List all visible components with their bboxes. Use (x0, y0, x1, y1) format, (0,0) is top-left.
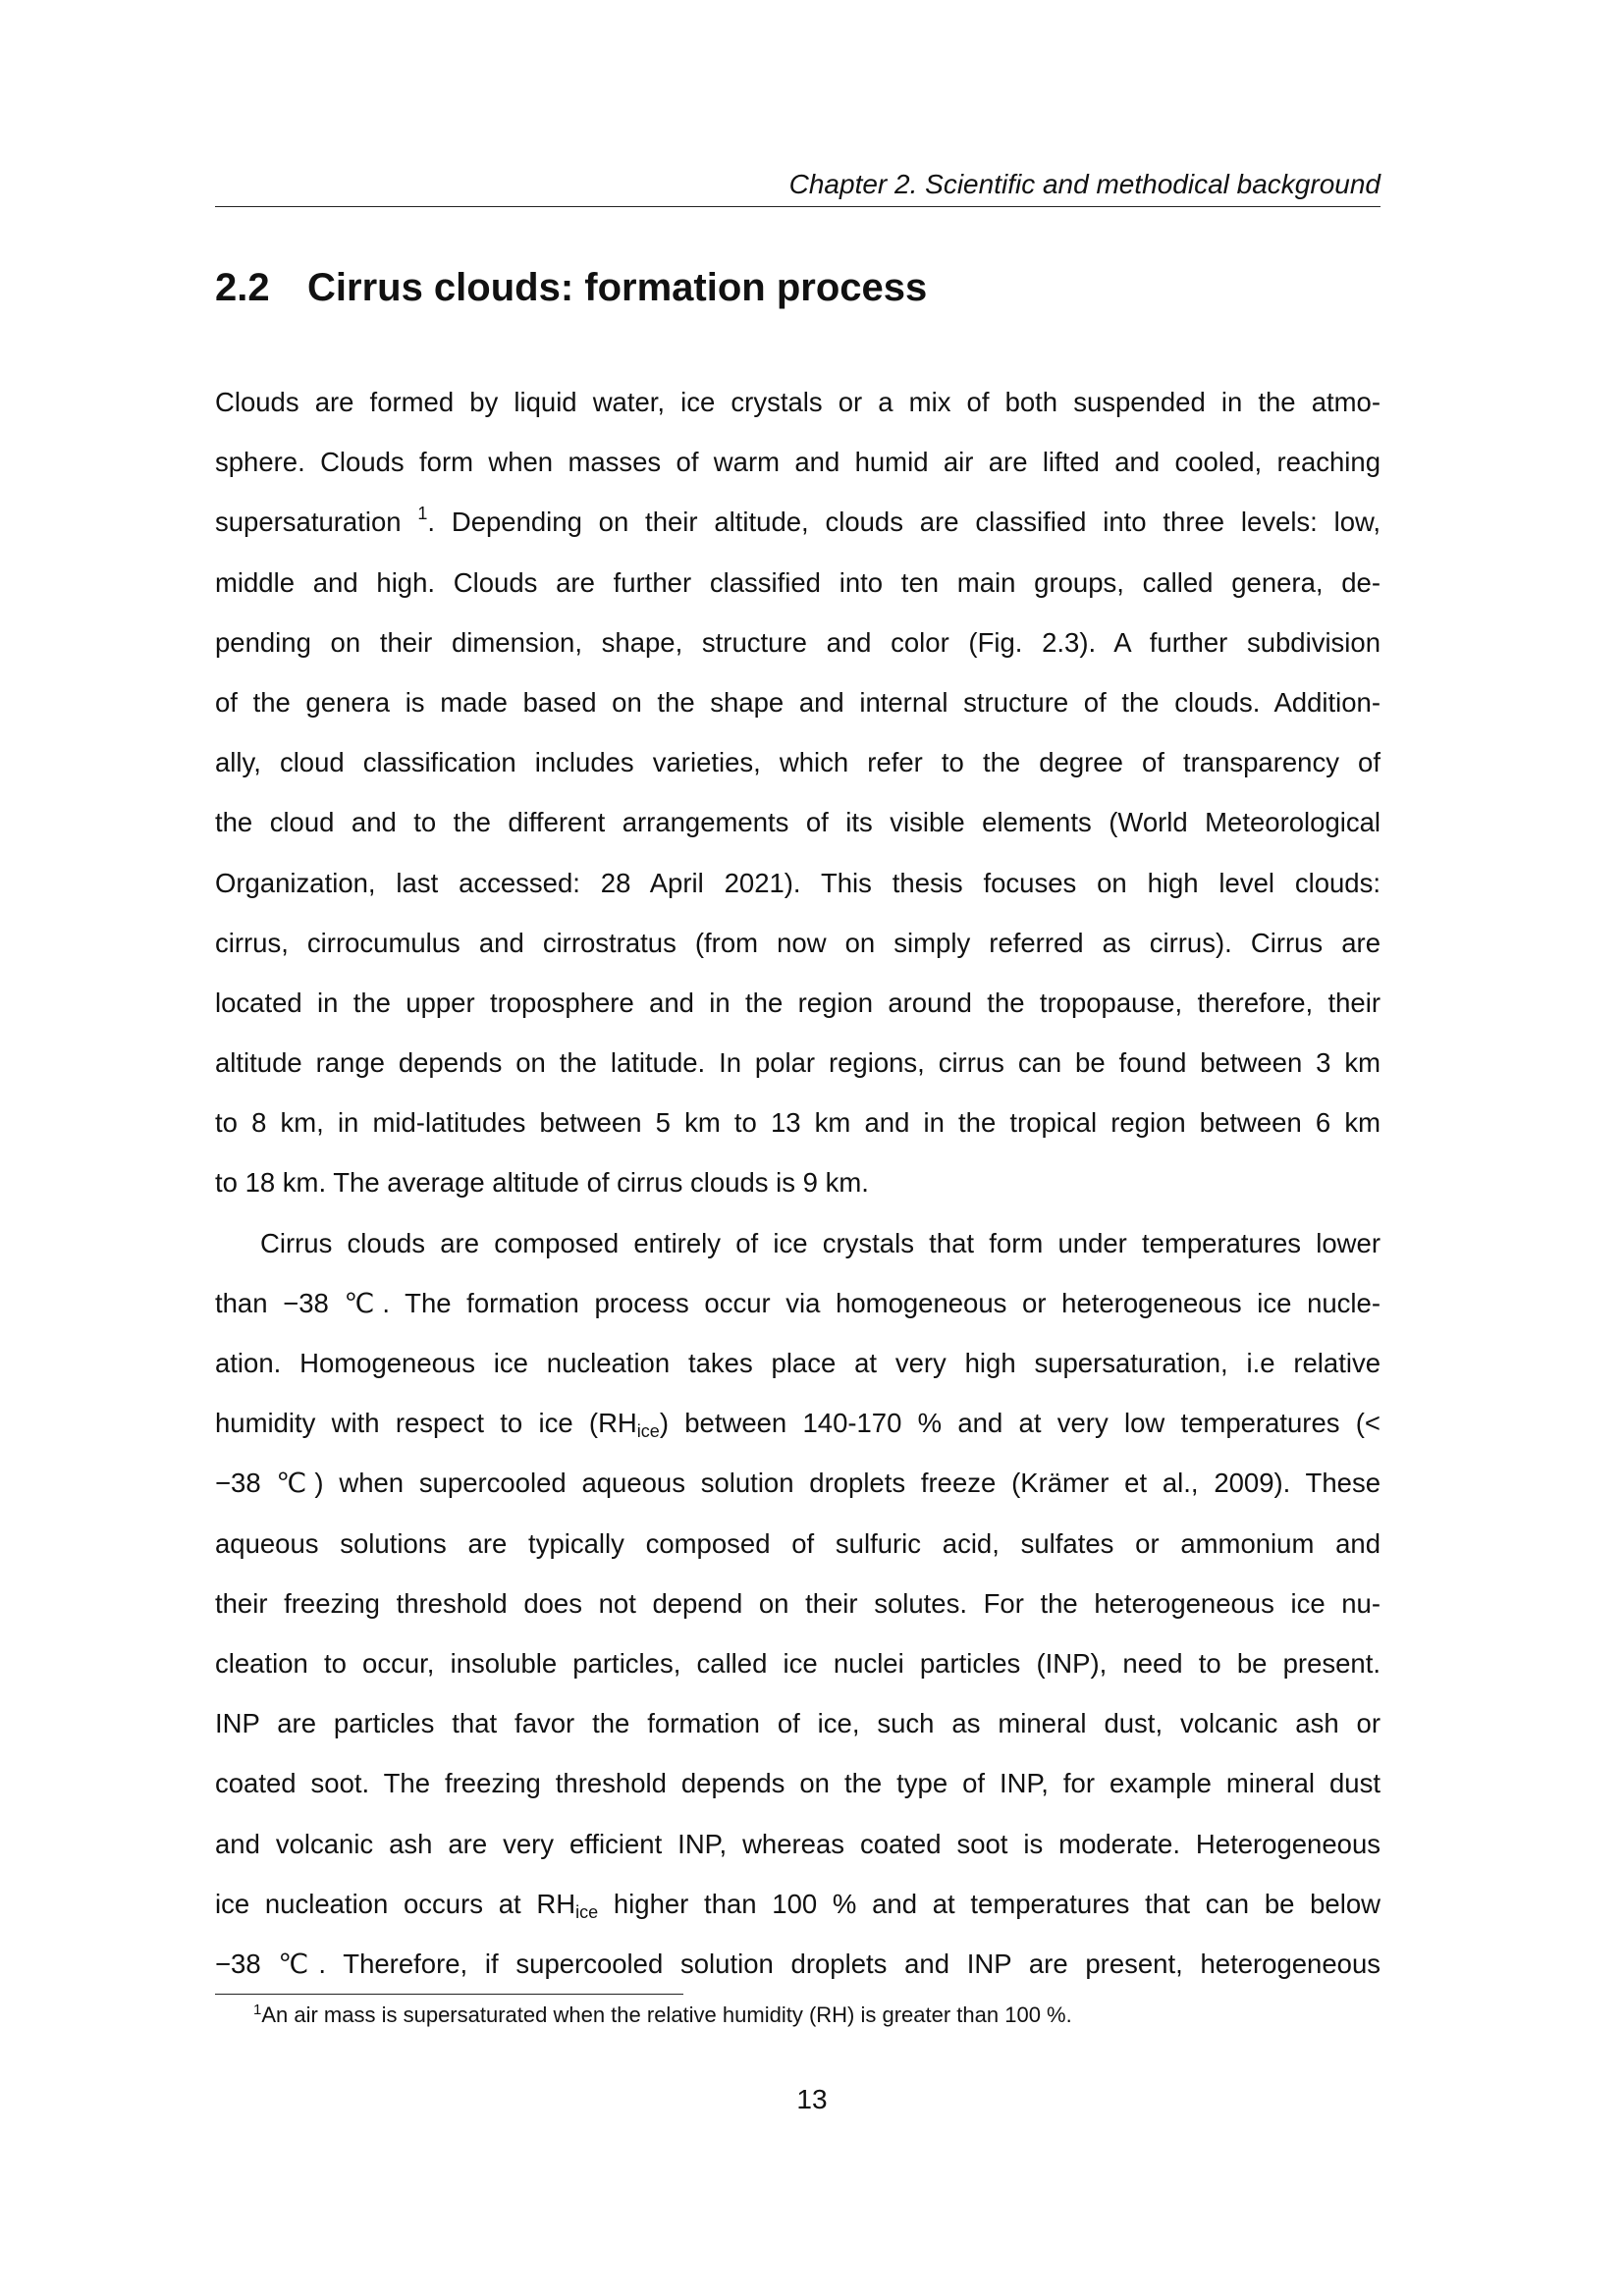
text-segment: ice nucleation occurs at RH (215, 1888, 576, 1919)
text-segment: of the genera is made based on the shape and internal structure of the clouds. Addition- (215, 686, 1380, 718)
text-line (215, 1453, 1380, 1513)
body-text (215, 372, 1380, 1994)
text-line (215, 913, 1380, 973)
text-line (215, 1213, 1380, 1273)
text-segment: to 8 km, in mid-latitudes between 5 km to 13 km and in the tropical region between 6 km (215, 1107, 1380, 1139)
text-line (215, 973, 1380, 1033)
text-segment: Organization, last accessed: 28 April 2021). This thesis focuses on high level clouds: (215, 867, 1380, 898)
text-line (215, 613, 1380, 672)
text-segment: located in the upper troposphere and in the region around the tropopause, therefore, their (215, 987, 1380, 1018)
text-segment: and volcanic ash are very efficient INP, whereas coated soot is moderate. Heterogeneous (215, 1828, 1380, 1859)
text-segment: −38 ℃) when supercooled aqueous solution droplets freeze (Krämer et al., 2009). These (215, 1468, 1380, 1499)
text-segment: ally, cloud classification includes varieties, which refer to the degree of transparency of (215, 747, 1380, 778)
text-segment: higher than 100 % and at temperatures that can be below (598, 1888, 1380, 1919)
text-segment: Clouds are formed by liquid water, ice crystals or a mix of both suspended in the atmo- (215, 387, 1380, 417)
text-line (215, 1633, 1380, 1693)
text-segment: altitude range depends on the latitude. In polar regions, cirrus can be found between 3 km (215, 1047, 1380, 1079)
text-line (215, 553, 1380, 613)
text-segment: to 18 km. The average altitude of cirrus clouds is 9 km. (215, 1167, 869, 1199)
text-line (215, 1093, 1380, 1152)
text-line (215, 1574, 1380, 1633)
text-line (215, 732, 1380, 792)
running-header: Chapter 2. Scientific and methodical background (788, 169, 1380, 199)
text-line (215, 1814, 1380, 1874)
subscript: ice (636, 1421, 660, 1442)
header-rule (215, 206, 1380, 207)
text-line (215, 492, 1380, 552)
text-line (215, 853, 1380, 913)
text-line (215, 1874, 1380, 1934)
text-segment: . Depending on their altitude, clouds are classified into three levels: low, (427, 507, 1381, 538)
footnote-text: An air mass is supersaturated when the relative humidity (RH) is greater than 100 %. (261, 2002, 1072, 2027)
text-line (215, 1033, 1380, 1093)
text-line (215, 792, 1380, 852)
subscript: ice (575, 1901, 599, 1922)
text-line (215, 1333, 1380, 1393)
footnote-mark: 1 (253, 2002, 262, 2018)
text-segment: than −38 ℃. The formation process occur via homogeneous or heterogeneous ice nucle- (215, 1287, 1380, 1318)
text-segment: supersaturation (215, 507, 418, 538)
text-line (215, 1514, 1380, 1574)
text-segment: aqueous solutions are typically composed of sulfuric acid, sulfates or ammonium and (215, 1527, 1380, 1559)
text-segment: humidity with respect to ice (RH (215, 1408, 637, 1439)
section-title: Cirrus clouds: formation process (307, 266, 928, 309)
footnote-ref: 1 (417, 504, 428, 524)
text-line (215, 1152, 1380, 1212)
text-line (215, 1393, 1380, 1453)
text-line (215, 1693, 1380, 1753)
text-segment: cirrus, cirrocumulus and cirrostratus (from now on simply referred as cirrus). Cirrus are (215, 927, 1380, 958)
text-segment: INP are particles that favor the formation of ice, such as mineral dust, volcanic ash or (215, 1708, 1380, 1739)
text-segment: ation. Homogeneous ice nucleation takes place at very high supersaturation, i.e relative (215, 1348, 1380, 1378)
text-line (215, 432, 1380, 492)
text-line (215, 1934, 1380, 1994)
text-line (215, 372, 1380, 432)
footnote-rule (215, 1994, 683, 1995)
text-segment: −38 ℃. Therefore, if supercooled solution droplets and INP are present, heterogeneous (215, 1948, 1380, 1979)
text-segment: ) between 140-170 % and at very low temperatures (< (659, 1408, 1380, 1439)
text-segment: middle and high. Clouds are further classified into ten main groups, called genera, de- (215, 566, 1380, 598)
page-number: 13 (796, 2084, 828, 2114)
text-line (215, 672, 1380, 732)
footnote (253, 2001, 1072, 2030)
text-segment: pending on their dimension, shape, structure and color (Fig. 2.3). A further subdivision (215, 626, 1380, 658)
text-line (215, 1273, 1380, 1333)
text-segment: Cirrus clouds are composed entirely of ice crystals that form under temperatures lower (260, 1227, 1380, 1258)
text-line (215, 1753, 1380, 1813)
text-segment: sphere. Clouds form when masses of warm and humid air are lifted and cooled, reaching (215, 447, 1380, 478)
text-segment: their freezing threshold does not depend on their solutes. For the heterogeneous ice nu- (215, 1587, 1380, 1619)
text-segment: coated soot. The freezing threshold depends on the type of INP, for example mineral dust (215, 1768, 1380, 1799)
section-number: 2.2 (215, 266, 270, 309)
text-segment: the cloud and to the different arrangements of its visible elements (World Meteorological (215, 807, 1380, 838)
section-heading (215, 263, 927, 312)
text-segment: cleation to occur, insoluble particles, called ice nuclei particles (INP), need to be present. (215, 1647, 1380, 1679)
